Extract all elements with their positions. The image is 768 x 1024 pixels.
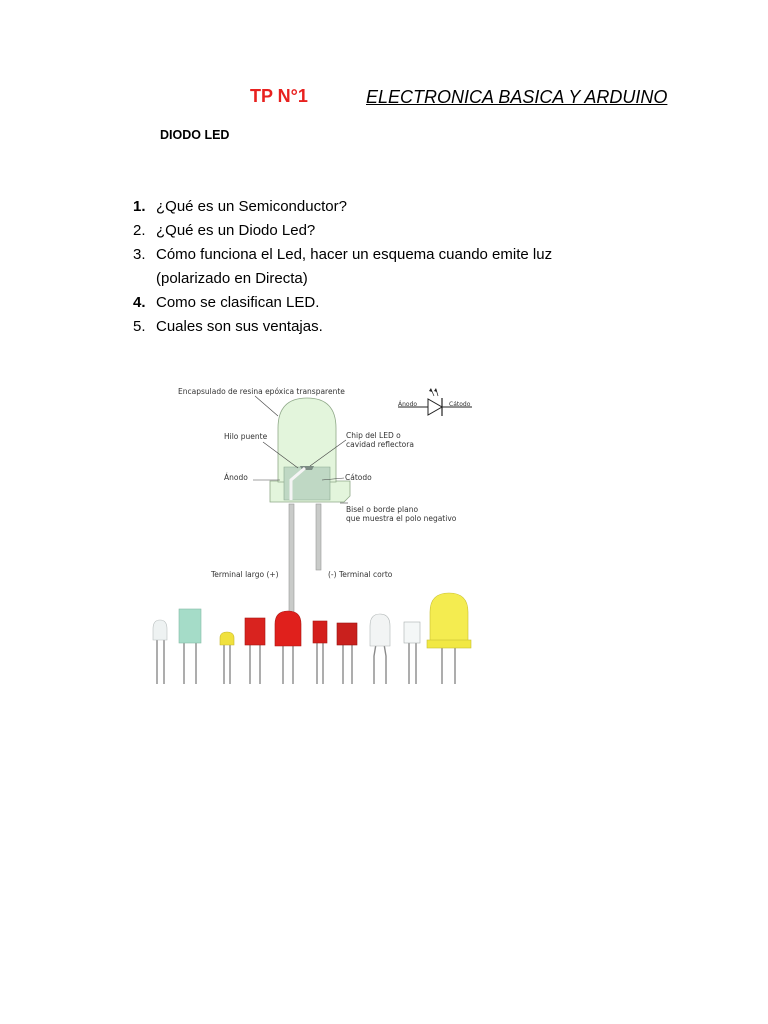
- led-sample-red-round: [275, 611, 301, 684]
- led-sample-red-small: [313, 621, 327, 684]
- label-bisel-1: Bisel o borde plano: [346, 505, 419, 514]
- question-number: 2.: [133, 222, 146, 239]
- led-samples-row: [153, 593, 471, 684]
- list-item: [133, 219, 603, 243]
- question-text: ¿Qué es un Diodo Led?: [156, 222, 316, 239]
- symbol-anodo-label: Ánodo: [398, 401, 418, 408]
- question-text: Cuales son sus ventajas.: [156, 318, 323, 335]
- list-item: [133, 315, 603, 339]
- course-title: ELECTRONICA BASICA Y ARDUINO: [366, 87, 668, 107]
- question-list: [133, 195, 603, 339]
- question-number: 1.: [133, 198, 146, 215]
- label-chip-2: cavidad reflectora: [346, 440, 414, 449]
- label-hilo: Hilo puente: [224, 432, 268, 441]
- question-number: 4.: [133, 294, 146, 311]
- led-sample-green-rect: [179, 609, 201, 684]
- led-sample-white-round: [370, 614, 390, 684]
- label-terminal-corto: (-) Terminal corto: [328, 570, 393, 579]
- led-sample-yellow-tiny: [220, 632, 234, 684]
- label-bisel-2: que muestra el polo negativo: [346, 514, 457, 523]
- led-sample-red-rect: [245, 618, 265, 684]
- label-anodo: Ánodo: [224, 473, 248, 482]
- led-sample-yellow-big: [427, 593, 471, 684]
- question-number: 3.: [133, 246, 146, 263]
- led-sample-clear: [404, 622, 420, 684]
- label-chip-1: Chip del LED o: [346, 431, 401, 440]
- diode-symbol: [398, 388, 472, 416]
- section-title: DIODO LED: [160, 128, 230, 142]
- label-terminal-largo: Terminal largo (+): [211, 570, 279, 579]
- label-catodo: Cátodo: [345, 473, 372, 482]
- led-diagram: [150, 376, 486, 686]
- tp-label: TP N°1: [250, 86, 308, 106]
- question-number: 5.: [133, 318, 146, 335]
- symbol-catodo-label: Cátodo: [449, 401, 471, 408]
- led-sample-white-small: [153, 620, 167, 684]
- question-text: ¿Qué es un Semiconductor?: [156, 198, 347, 215]
- question-text: Cómo funciona el Led, hacer un esquema cuando emite luz (polarizado en Directa): [156, 246, 553, 287]
- list-item: [133, 291, 603, 315]
- long-lead: [289, 504, 294, 614]
- led-sample-red-square: [337, 623, 357, 684]
- list-item: [133, 243, 603, 291]
- label-encapsulado: Encapsulado de resina epóxica transparente: [178, 387, 345, 396]
- led-diagram-svg: [150, 376, 486, 686]
- list-item: [133, 195, 603, 219]
- question-text: Como se clasifican LED.: [156, 294, 320, 311]
- short-lead: [316, 504, 321, 570]
